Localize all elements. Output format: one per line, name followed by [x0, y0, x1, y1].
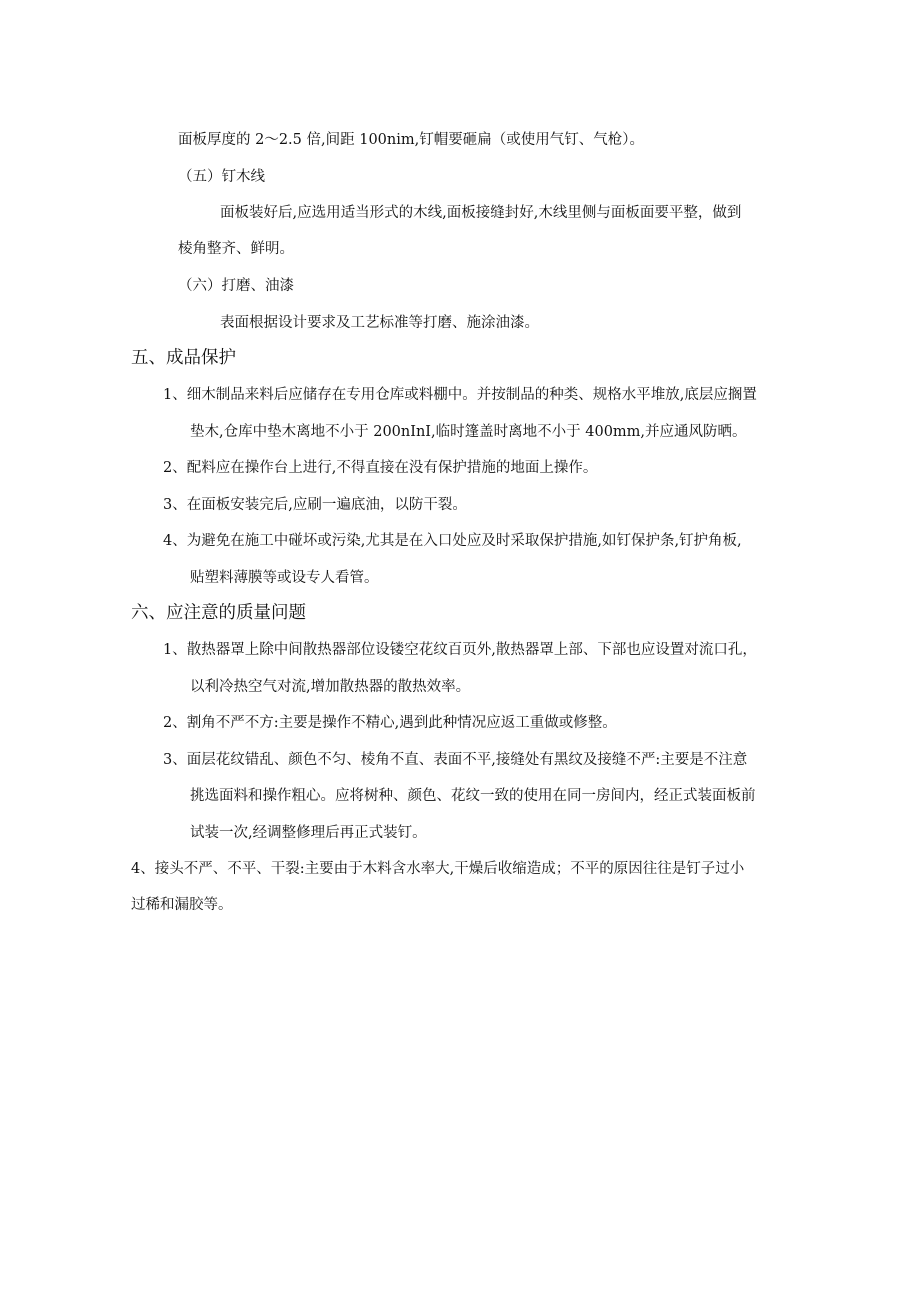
list-item-continuation: 以利冷热空气对流,增加散热器的散热效率。 — [190, 679, 471, 695]
list-item: 1、散热器罩上除中间散热器部位设镂空花纹百页外,散热器罩上部、下部也应设置对流口孔， — [163, 642, 757, 658]
list-item: 1、细木制品来料后应储存在专用仓库或料棚中。并按制品的种类、规格水平堆放,底层应搁置 — [163, 387, 757, 403]
list-item-continuation: 垫木,仓库中垫木离地不小于 200nInI,临时篷盖时离地不小于 400mm,并应通风防晒。 — [190, 424, 747, 440]
section-heading: 五、成品保护 — [131, 348, 236, 368]
paragraph-line: 棱角整齐、鲜明。 — [178, 241, 294, 257]
paragraph-line: 表面根据设计要求及工艺标准等打磨、施涂油漆。 — [220, 315, 539, 331]
list-item: 3、面层花纹错乱、颜色不匀、棱角不直、表面不平,接缝处有黑纹及接缝不严:主要是不注意 — [163, 752, 748, 768]
list-item: 3、在面板安装完后,应刷一遍底油，以防干裂。 — [163, 497, 467, 513]
list-item-continuation: 贴塑料薄膜等或设专人看管。 — [190, 570, 379, 586]
paragraph-line: 面板厚度的 2～2.5 倍,间距 100nim,钉帽要砸扁（或使用气钉、气枪）。 — [178, 132, 644, 148]
list-item-continuation: 挑选面料和操作粗心。应将树种、颜色、花纹一致的使用在同一房间内，经正式装面板前 — [190, 788, 756, 804]
list-item-continuation: 过稀和漏胶等。 — [131, 897, 233, 913]
list-item: 2、配料应在操作台上进行,不得直接在没有保护措施的地面上操作。 — [163, 460, 598, 476]
list-item: 4、为避免在施工中碰坏或污染,尤其是在入口处应及时采取保护措施,如钉保护条,钉护角板, — [163, 533, 742, 549]
list-item: 2、割角不严不方:主要是操作不精心,遇到此种情况应返工重做或修整。 — [163, 715, 617, 731]
section-heading: 六、应注意的质量问题 — [131, 603, 306, 623]
paragraph-line: 面板装好后,应选用适当形式的木线,面板接缝封好,木线里侧与面板面要平整，做到 — [220, 205, 742, 221]
sub-heading: （六）打磨、油漆 — [178, 278, 294, 294]
list-item: 4、接头不严、不平、干裂:主要由于木料含水率大,干燥后收缩造成；不平的原因往往是钉子过小 — [131, 861, 745, 877]
list-item-continuation: 试装一次,经调整修理后再正式装钉。 — [190, 825, 427, 841]
sub-heading: （五）钉木线 — [178, 169, 265, 185]
